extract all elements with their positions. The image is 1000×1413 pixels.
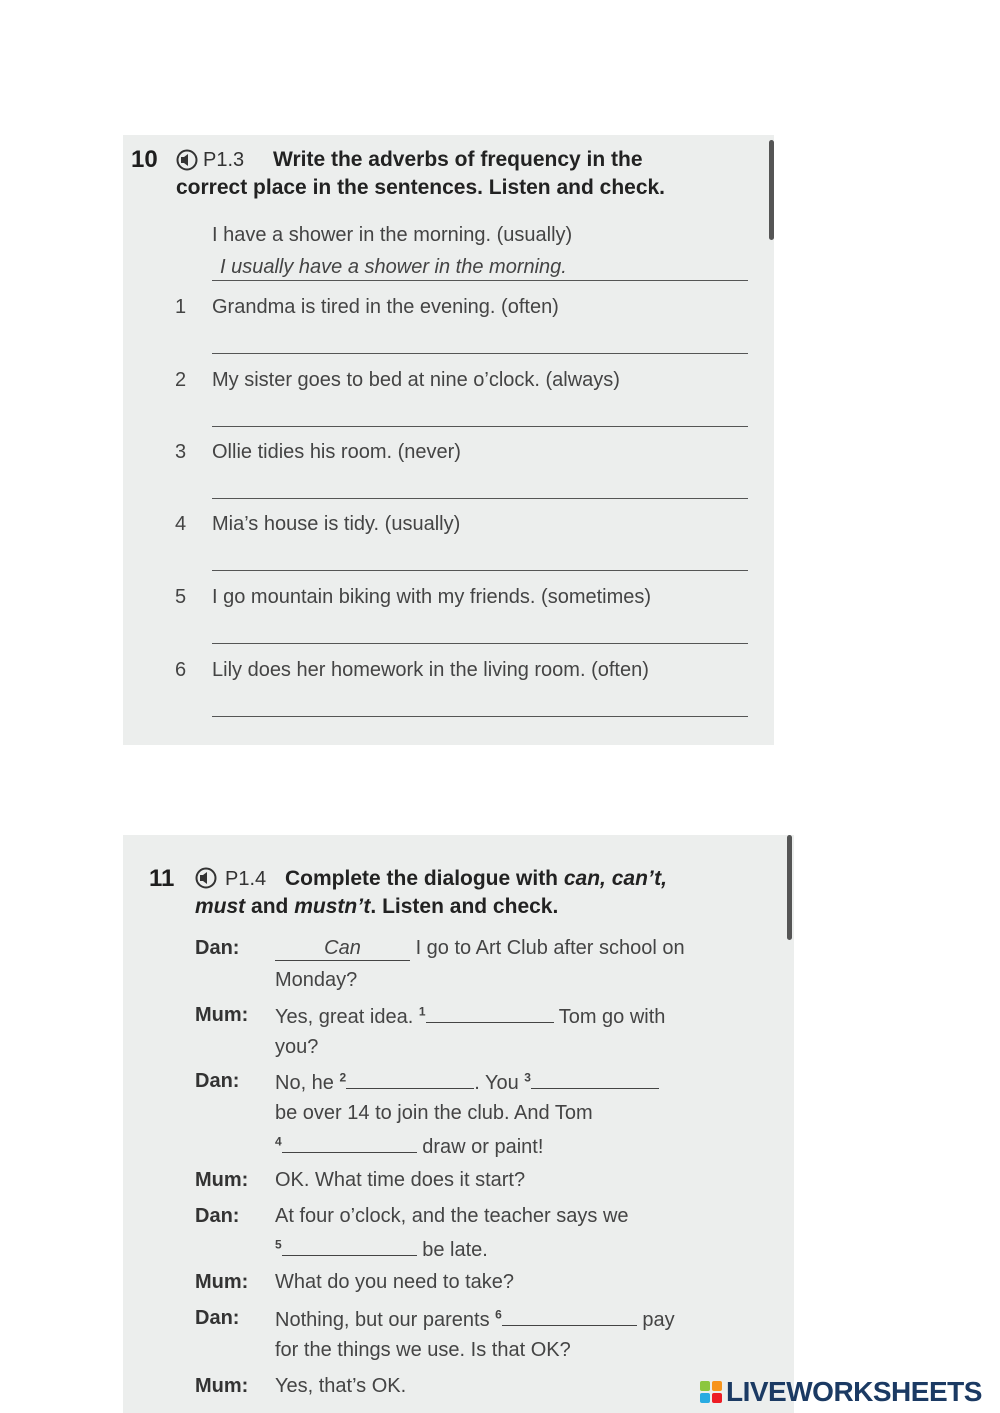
speaker-dan: Dan: — [195, 937, 240, 959]
dialogue-line: you? — [275, 1036, 319, 1058]
liveworksheets-logo[interactable] — [700, 1376, 982, 1408]
example-answer: Can — [275, 937, 410, 961]
dialogue-line: $^5$ be late. — [275, 1237, 488, 1261]
exercise-number: 11 — [149, 865, 175, 892]
dialogue-line: At four o’clock, and the teacher says we — [275, 1205, 629, 1227]
answer-line[interactable] — [212, 716, 748, 717]
dialogue-line: Monday? — [275, 969, 358, 991]
item-number: 6 — [175, 659, 187, 681]
page-edge-mark — [769, 140, 774, 240]
speaker-dan: Dan: — [195, 1070, 240, 1092]
item-text: Mia’s house is tidy. (usually) — [212, 513, 461, 535]
speaker-mum: Mum: — [195, 1169, 249, 1191]
item-text: My sister goes to bed at nine o’clock. (always) — [212, 369, 620, 391]
dialogue-line: Nothing, but our parents $^6$ pay — [275, 1307, 675, 1331]
item-text: I go mountain biking with my friends. (sometimes) — [212, 586, 652, 608]
item-text: Ollie tidies his room. (never) — [212, 441, 461, 463]
instruction-line-2: correct place in the sentences. Listen and check. — [176, 176, 666, 199]
page-edge-mark — [787, 835, 792, 940]
speaker-mum: Mum: — [195, 1271, 249, 1293]
instruction-line-1: Write the adverbs of frequency in the — [273, 148, 643, 171]
logo-text: LIVEWORKSHEETS — [726, 1376, 982, 1407]
answer-blank-4[interactable] — [282, 1134, 417, 1153]
dialogue-line: Yes, great idea. $^1$ Tom go with — [275, 1004, 666, 1028]
item-text: Grandma is tired in the evening. (often) — [212, 296, 559, 318]
speaker-mum: Mum: — [195, 1375, 249, 1397]
dialogue-line: Can I go to Art Club after school on — [275, 937, 685, 961]
item-number: 4 — [175, 513, 187, 535]
answer-blank-1[interactable] — [426, 1004, 554, 1023]
exercise-10-panel — [123, 135, 774, 745]
speaker-dan: Dan: — [195, 1307, 240, 1329]
example-prompt: I have a shower in the morning. (usually) — [212, 224, 573, 246]
logo-grid-icon — [700, 1381, 722, 1403]
answer-line[interactable] — [212, 426, 748, 427]
item-number: 2 — [175, 369, 187, 391]
answer-line[interactable] — [212, 643, 748, 644]
dialogue-line: $^4$ draw or paint! — [275, 1134, 544, 1158]
answer-line[interactable] — [212, 570, 748, 571]
speaker-dan: Dan: — [195, 1205, 240, 1227]
answer-blank-3[interactable] — [531, 1070, 659, 1089]
dialogue-line: for the things we use. Is that OK? — [275, 1339, 571, 1361]
dialogue-line: No, he $^2$ . You $^3$ — [275, 1070, 659, 1095]
speaker-mum: Mum: — [195, 1004, 249, 1026]
answer-blank-2[interactable] — [346, 1070, 474, 1089]
dialogue-line: What do you need to take? — [275, 1271, 515, 1293]
instruction-line-1: Complete the dialogue with can, can’t, — [285, 867, 667, 890]
answer-line — [212, 280, 748, 281]
item-number: 5 — [175, 586, 187, 608]
track-number: P1.3 — [203, 149, 245, 171]
dialogue-line: Yes, that’s OK. — [275, 1375, 407, 1397]
dialogue-line: OK. What time does it start? — [275, 1169, 526, 1191]
item-number: 1 — [175, 296, 187, 318]
audio-icon[interactable] — [176, 149, 198, 171]
example-answer: I usually have a shower in the morning. — [220, 256, 567, 278]
answer-line[interactable] — [212, 498, 748, 499]
answer-blank-5[interactable] — [282, 1237, 417, 1256]
dialogue-line: be over 14 to join the club. And Tom — [275, 1102, 593, 1124]
audio-icon[interactable] — [195, 867, 217, 889]
track-number: P1.4 — [225, 868, 267, 890]
exercise-11-panel — [123, 835, 794, 1413]
item-number: 3 — [175, 441, 187, 463]
instruction-line-2: must and mustn’t. Listen and check. — [195, 895, 559, 918]
answer-line[interactable] — [212, 353, 748, 354]
item-text: Lily does her homework in the living room. (often) — [212, 659, 649, 681]
exercise-number: 10 — [131, 146, 158, 173]
answer-blank-6[interactable] — [502, 1307, 637, 1326]
